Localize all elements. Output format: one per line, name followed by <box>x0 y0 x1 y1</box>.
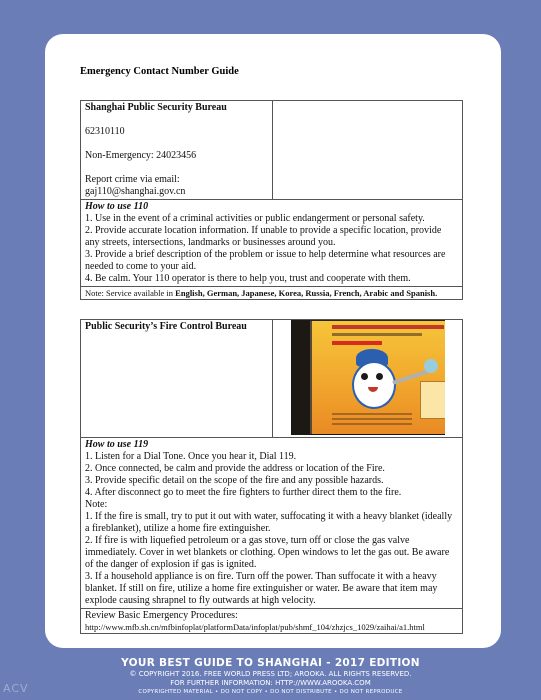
note-languages: English, German, Japanese, Korea, Russia, French, Arabic and Spanish. <box>175 288 438 298</box>
fire-note: 1. If the fire is small, try to put it out with water, suffocating it with a heavy blanket (ideally a fireblanket), utilize a home fire extinguisher. <box>85 511 453 534</box>
fire-step: 2. Once connected, be calm and provide the address or location of the Fire. <box>85 463 385 474</box>
note-prefix: Note: Service available in <box>85 288 176 298</box>
footer-title: YOUR BEST GUIDE TO SHANGHAI - 2017 EDITION <box>121 657 420 669</box>
police-bureau-name: Shanghai Public Security Bureau <box>85 102 227 113</box>
police-step: 4. Be calm. Your 110 operator is there to help you, trust and cooperate with them. <box>85 273 411 284</box>
fire-image-cell <box>273 320 463 438</box>
fire-howto-heading: How to use 119 <box>85 439 149 450</box>
fire-safety-poster-photo <box>291 320 445 435</box>
fire-step: 3. Provide specific detail on the scope of the fire and any possible hazards. <box>85 475 384 486</box>
fire-review-link[interactable]: http://www.mfb.sh.cn/mfbinfoplat/platformData/infoplat/pub/shmf_104/zhzjcs_1029/zaihai/a1.html <box>85 622 425 632</box>
footer-restrictions: COPYRIGHTED MATERIAL • DO NOT COPY • DO NOT DISTRIBUTE • DO NOT REPRODUCE <box>138 689 403 695</box>
police-phone: 62310110 <box>85 126 125 137</box>
police-non-emergency: Non-Emergency: 24023456 <box>85 150 197 161</box>
police-email-link[interactable]: gaj110@shanghai.gov.cn <box>85 186 186 197</box>
fire-info-cell <box>81 320 273 438</box>
police-report-label: Report crime via email: <box>85 174 180 185</box>
police-step: 1. Use in the event of a criminal activities or public endangerment or personal safety. <box>85 213 425 224</box>
fire-note-label: Note: <box>85 499 108 510</box>
fire-review-cell <box>81 609 463 634</box>
fire-step: 1. Listen for a Dial Tone. Once you hear it, Dial 119. <box>85 451 297 462</box>
fire-review-label: Review Basic Emergency Procedures: <box>85 610 238 621</box>
police-howto-heading: How to use 110 <box>85 201 149 212</box>
fire-note: 3. If a household appliance is on fire. Turn off the power. Than suffocate it with a heavy blanket. If still on fire, utilize a home fire extinguisher or water. Be aware that item may explode causing shrapnel to fly outwards at high velocity. <box>85 571 438 606</box>
footer-copyright: © COPYRIGHT 2016. FREE WORLD PRESS LTD; AROOKA. ALL RIGHTS RESERVED. <box>129 670 412 678</box>
police-image-cell <box>273 101 463 200</box>
fire-section <box>80 319 463 634</box>
watermark: ACV <box>3 682 29 695</box>
police-howto-cell <box>81 200 463 287</box>
document-title: Emergency Contact Number Guide <box>80 66 239 77</box>
police-step: 2. Provide accurate location information. If unable to provide a specific location, provide any streets, intersections, landmarks or businesses around you. <box>85 225 442 248</box>
police-step: 3. Provide a brief description of the problem or issue to help determine what resources are needed to come to your aid. <box>85 249 446 272</box>
police-info-cell <box>81 101 273 200</box>
fire-step: 4. After disconnect go to meet the fire fighters to further direct them to the fire. <box>85 487 402 498</box>
fire-bureau-name: Public Security’s Fire Control Bureau <box>85 321 247 332</box>
police-section <box>80 100 463 300</box>
police-language-note <box>81 287 463 300</box>
fire-howto-cell <box>81 438 463 609</box>
fire-note: 2. If fire is with liquefied petroleum or a gas stove, turn off or close the gas valve immediately. Cover in wet blankets or clothing. Open windows to let the gas out. Be aware of the danger of explosion if gas is ignited. <box>85 535 450 570</box>
footer-info: FOR FURTHER INFORMATION: HTTP://WWW.AROOKA.COM <box>170 679 371 687</box>
